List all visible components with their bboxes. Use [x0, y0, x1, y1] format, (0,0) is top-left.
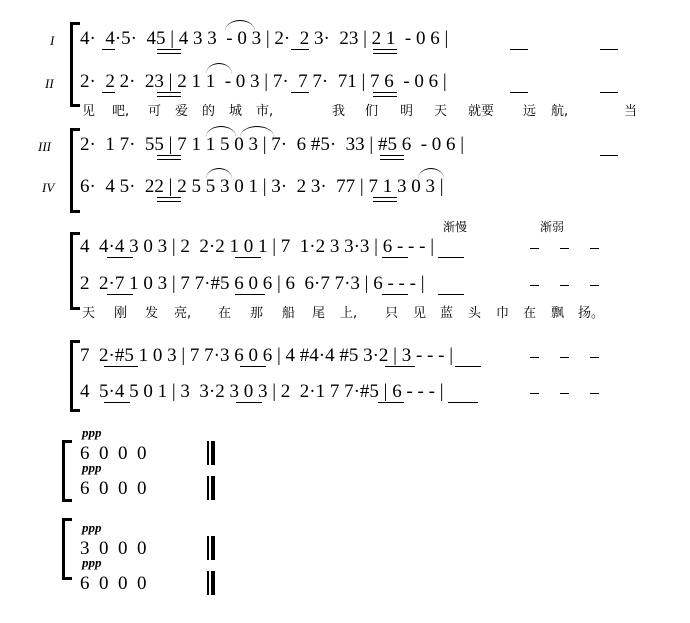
beam-underline: [600, 49, 618, 50]
final-barline: [207, 441, 215, 465]
dynamic-ppp: ppp: [82, 460, 102, 475]
system2-brace-lower: [70, 340, 73, 412]
lyric-syllable: 亮,: [174, 306, 192, 321]
lyric-syllable: 在: [523, 306, 537, 321]
lyric-syllable: 巾: [496, 306, 510, 321]
dynamic-ppp: ppp: [82, 520, 102, 535]
lyric-syllable: 见: [413, 306, 427, 321]
beam-underline: [291, 92, 309, 93]
slur: [225, 20, 255, 31]
lyric-syllable: 的: [202, 104, 216, 119]
beam-underline: [104, 402, 130, 403]
beam-underline: [373, 201, 397, 202]
lyric-syllable: 见: [82, 104, 96, 119]
lyric-syllable: 扬。: [578, 306, 605, 321]
lyric-syllable: 城: [229, 104, 243, 119]
final-barline: [207, 476, 215, 500]
beam-underline: [455, 366, 481, 367]
dynamic-ppp: ppp: [82, 555, 102, 570]
beam-underline: [382, 294, 408, 295]
final-barline: [207, 536, 215, 560]
beam-underline: [373, 49, 397, 50]
lyric-syllable: 吧,: [112, 104, 130, 119]
beam-underline: [385, 366, 415, 367]
beam-underline: [157, 96, 181, 97]
system2-voice2-notation: 2 2·7 1 0 3 | 7 7·#5 6 0 6 | 6 6·7 7·3 | 6 - - - |: [80, 273, 425, 294]
beam-underline: [600, 92, 618, 93]
lyric-syllable: 天: [82, 306, 96, 321]
lyric-syllable: 爱: [175, 104, 189, 119]
beam-underline: [235, 294, 265, 295]
system1-brace: [70, 22, 73, 107]
lyric-syllable: 上,: [340, 306, 358, 321]
lyric-syllable: 头: [468, 306, 482, 321]
lyric-syllable: 飘: [551, 306, 565, 321]
beam-underline: [104, 366, 138, 367]
beam-underline: [157, 159, 181, 160]
system1-brace-lower: [70, 128, 73, 213]
beam-underline: [157, 201, 181, 202]
beam-underline: [102, 49, 115, 50]
lyric-syllable: 尾: [312, 306, 326, 321]
lyric-syllable: 市,: [256, 104, 274, 119]
beam-underline: [157, 53, 181, 54]
lyric-syllable: 发: [145, 306, 159, 321]
note-extension-dash: [590, 357, 599, 358]
note-extension-dash: [590, 248, 599, 249]
lyric-syllable: 刚: [114, 306, 128, 321]
note-extension-dash: [530, 285, 539, 286]
beam-underline: [378, 402, 404, 403]
lyric-syllable: 航,: [551, 104, 569, 119]
beam-underline: [157, 49, 181, 50]
beam-underline: [448, 402, 478, 403]
lyric-syllable: 远: [523, 104, 537, 119]
note-extension-dash: [560, 248, 569, 249]
voice-label-IV: IV: [42, 180, 55, 195]
slur: [418, 168, 444, 179]
system3-voice3-notation: 3 0 0 0: [80, 538, 147, 559]
slur: [206, 126, 236, 137]
system1-voice4-notation: 6· 4 5· 22 | 2 5 5 3 0 1 | 3· 2 3· 77 | 7 1 3 0 3 |: [80, 176, 444, 197]
beam-underline: [438, 294, 464, 295]
voice-label-II: II: [45, 76, 54, 91]
beam-underline: [107, 294, 133, 295]
note-extension-dash: [530, 393, 539, 394]
beam-underline: [236, 402, 262, 403]
note-extension-dash: [590, 285, 599, 286]
lyric-syllable: 就要: [468, 104, 495, 119]
beam-underline: [382, 257, 408, 258]
beam-underline: [157, 92, 181, 93]
system3-brace-lower: [62, 518, 65, 580]
system3-voice2-notation: 6 0 0 0: [80, 478, 147, 499]
beam-underline: [291, 49, 309, 50]
lyric-syllable: 只: [385, 306, 399, 321]
beam-underline: [373, 53, 397, 54]
note-extension-dash: [560, 393, 569, 394]
final-barline: [207, 571, 215, 595]
beam-underline: [373, 96, 397, 97]
beam-underline: [157, 155, 181, 156]
slur: [240, 126, 274, 137]
beam-underline: [380, 159, 404, 160]
system1-voice3-notation: 2· 1 7· 55 | 7 1 1 5 0 3 | 7· 6 #5· 33 | #5 6 - 0 6 |: [80, 134, 465, 155]
voice-label-I: I: [50, 33, 55, 48]
tempo-mark-rit: 渐慢: [443, 220, 468, 234]
system2-voice1-notation: 4 4·4 3 0 3 | 2 2·2 1 0 1 | 7 1·2 3 3·3 | 6 - - - |: [80, 236, 435, 257]
beam-underline: [240, 366, 266, 367]
lyric-syllable: 可: [148, 104, 162, 119]
system2-voice4-notation: 4 5·4 5 0 1 | 3 3·2 3 0 3 | 2 2·1 7 7·#5 | 6 - - - |: [80, 381, 444, 402]
lyric-syllable: 船: [282, 306, 296, 321]
beam-underline: [438, 257, 464, 258]
beam-underline: [373, 197, 397, 198]
beam-underline: [380, 155, 404, 156]
note-extension-dash: [560, 357, 569, 358]
beam-underline: [510, 92, 528, 93]
dynamic-ppp: ppp: [82, 425, 102, 440]
slur: [206, 63, 232, 74]
lyric-syllable: 那: [250, 306, 264, 321]
note-extension-dash: [590, 393, 599, 394]
system1-voice1-notation: 4· 4·5· 45 | 4 3 3 - 0 3 | 2· 2 3· 23 | 2 1 - 0 6 |: [80, 28, 449, 49]
lyric-syllable: 在: [218, 306, 232, 321]
lyric-syllable: 蓝: [440, 306, 454, 321]
slur: [206, 168, 232, 179]
system3-voice4-notation: 6 0 0 0: [80, 573, 147, 594]
system1-voice2-notation: 2· 2 2· 23 | 2 1 1 - 0 3 | 7· 7 7· 71 | 7 6 - 0 6 |: [80, 71, 447, 92]
system2-brace: [70, 232, 73, 310]
lyric-syllable: 明: [400, 104, 414, 119]
beam-underline: [373, 92, 397, 93]
system2-voice3-notation: 7 2·#5 1 0 3 | 7 7·3 6 0 6 | 4 #4·4 #5 3·2 | 3 - - - |: [80, 345, 454, 366]
beam-underline: [235, 257, 261, 258]
dynamic-mark-dim: 渐弱: [540, 220, 565, 234]
beam-underline: [510, 49, 528, 50]
note-extension-dash: [560, 285, 569, 286]
note-extension-dash: [530, 357, 539, 358]
beam-underline: [157, 197, 181, 198]
beam-underline: [102, 92, 115, 93]
system3-brace: [62, 440, 65, 502]
lyric-syllable: 当: [624, 104, 638, 119]
lyric-syllable: 们: [365, 104, 379, 119]
note-extension-dash: [530, 248, 539, 249]
system3-voice1-notation: 6 0 0 0: [80, 443, 147, 464]
voice-label-III: III: [38, 139, 51, 154]
beam-underline: [600, 155, 618, 156]
beam-underline: [107, 257, 133, 258]
lyric-syllable: 天: [434, 104, 448, 119]
lyric-syllable: 我: [332, 104, 346, 119]
